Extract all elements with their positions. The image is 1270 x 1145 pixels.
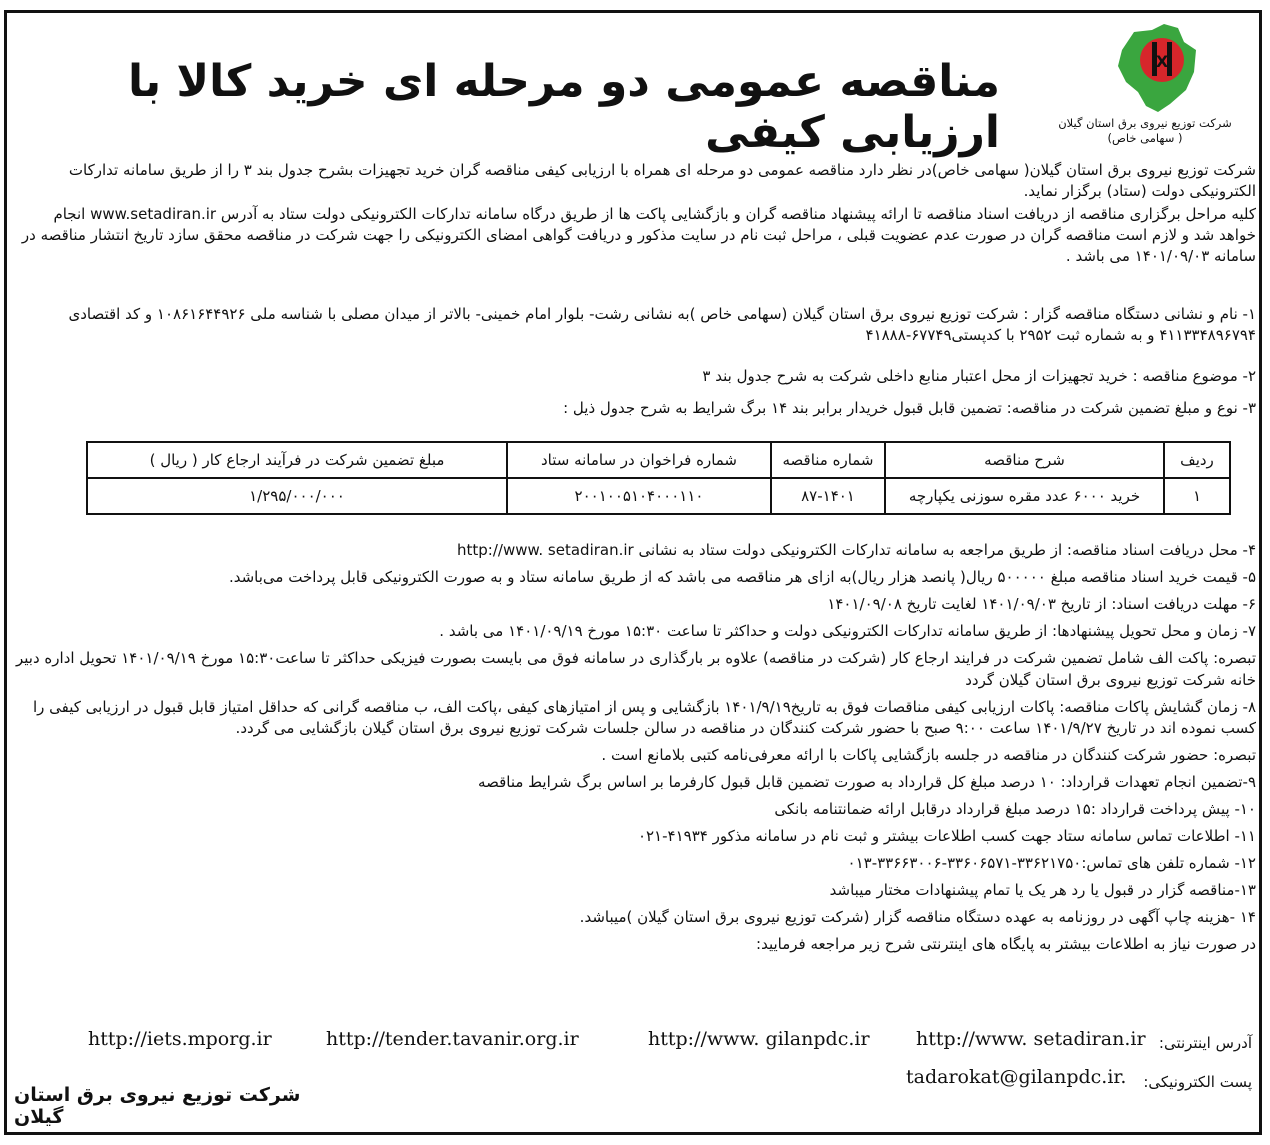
- table-header-row: [87, 442, 1230, 478]
- table-cell: ۱: [1164, 478, 1230, 514]
- tender-table: [86, 441, 1231, 515]
- item-1: ۱- نام و نشانی دستگاه مناقصه گزار : شرکت توزیع نیروی برق استان گیلان (سهامی خاص )به نشانی رشت- بلوار امام خمینی- بالاتر از میدان مصلی با شناسه ملی ۱۰۸۶۱۶۴۴۹۲۶ و کد اقتصادی ۴۱۱۳۳۴۸۹۶۷۹۴ و به شماره ثبت ۲۹۵۲ با کدپستی۶۷۷۴۹-۴۱۸۸۸: [68, 305, 1256, 344]
- footer-signature: شرکت توزیع نیروی برق استان گیلان: [14, 1084, 301, 1128]
- address-label: آدرس اینترنتی:: [1158, 1034, 1252, 1052]
- email-address[interactable]: tadarokat@gilanpdc.ir.: [906, 1066, 1127, 1088]
- table-cell: ۸۷-۱۴۰۱: [771, 478, 885, 514]
- list-item: ۱۴ -هزینه چاپ آگهی در روزنامه به عهده دستگاه مناقصه گزار (شرکت توزیع نیروی برق استان گیلان )میباشد.: [579, 908, 1256, 926]
- page-title: مناقصه عمومی دو مرحله ای خرید کالا با ارزیابی کیفی: [128, 56, 1000, 158]
- list-item: ۱۰- پیش پرداخت قرارداد :۱۵ درصد مبلغ قرارداد درقابل ارائه ضمانتنامه بانکی: [774, 800, 1256, 818]
- logo-caption-line2: ( سهامی خاص): [1107, 131, 1183, 145]
- logo-caption-line1: شرکت توزیع نیروی برق استان گیلان: [1058, 116, 1232, 130]
- list-item: ۴- محل دریافت اسناد مناقصه: از طریق مراجعه به سامانه تدارکات الکترونیکی دولت ستاد به نشانی http://www. setadiran.ir: [457, 541, 1256, 559]
- intro-paragraph-1: شرکت توزیع نیروی برق استان گیلان( سهامی خاص)در نظر دارد مناقصه عمومی دو مرحله ای همراه با ارزیابی کیفی مناقصه گران خرید تجهیزات بشرح جدول بند ۳ را از طریق سامانه تدارکات الکترونیکی دولت (ستاد) برگزار نماید.: [68, 161, 1256, 200]
- conditions-list: [12, 540, 1256, 961]
- list-item: ۱۳-مناقصه گزار در قبول یا رد هر یک یا تمام پیشنهادات مختار میباشد: [829, 881, 1256, 899]
- table-header-cell: شرح مناقصه: [885, 442, 1164, 478]
- list-item: در صورت نیاز به اطلاعات بیشتر به پایگاه های اینترنتی شرح زیر مراجعه فرمایید:: [756, 935, 1256, 953]
- table-cell: خرید ۶۰۰۰ عدد مقره سوزنی یکپارچه: [885, 478, 1164, 514]
- list-item: تبصره: حضور شرکت کنندگان در مناقصه در جلسه بازگشایی پاکات با ارائه معرفی‌نامه کتبی بلامانع است .: [601, 746, 1256, 764]
- table-header-cell: مبلغ تضمین شرکت در فرآیند ارجاع کار ( ریال ): [87, 442, 507, 478]
- link-setadiran[interactable]: http://www. setadiran.ir: [916, 1028, 1146, 1050]
- item-2: ۲- موضوع مناقصه : خرید تجهیزات از محل اعتبار منابع داخلی شرکت به شرح جدول بند ۳: [702, 367, 1256, 385]
- table-cell: ۱/۲۹۵/۰۰۰/۰۰۰: [87, 478, 507, 514]
- logo-caption: [1040, 116, 1250, 146]
- list-item: ۸- زمان گشایش پاکات مناقصه: پاکات ارزیابی کیفی مناقصات فوق به تاریخ۱۴۰۱/۹/۱۹ بازگشایی و پس از امتیازهای کیفی ،پاکت الف، ب مناقصه گرانی که حداقل امتیاز قابل قبول در ارزیابی کیفی را کسب نموده اند در تاریخ ۱۴۰۱/۹/۲۷ ساعت ۹:۰۰ صبح با حضور شرکت کنندگان در مناقصه در سالن جلسات شرکت توزیع نیروی برق استان گیلان بازگشایی می گردد.: [32, 697, 1256, 737]
- link-tavanir[interactable]: http://tender.tavanir.org.ir: [326, 1028, 579, 1050]
- company-logo: [1112, 20, 1202, 116]
- link-gilanpdc[interactable]: http://www. gilanpdc.ir: [648, 1028, 870, 1050]
- list-item: ۱۲- شماره تلفن های تماس:۳۳۶۲۱۷۵۰-۳۳۶۰۶۵۷۱-۳۳۶۶۳۰۰۶-۰۱۳: [847, 854, 1256, 872]
- item-3: ۳- نوع و مبلغ تضمین شرکت در مناقصه: تضمین قابل قبول خریدار برابر بند ۱۴ برگ شرایط به شرح جدول ذیل :: [563, 399, 1256, 417]
- table-header-cell: ردیف: [1164, 442, 1230, 478]
- table-cell: ۲۰۰۱۰۰۵۱۰۴۰۰۰۱۱۰: [507, 478, 771, 514]
- list-item: ۱۱- اطلاعات تماس سامانه ستاد جهت کسب اطلاعات بیشتر و ثبت نام در سامانه مذکور ۴۱۹۳۴-۰۲۱: [637, 827, 1256, 845]
- list-item: ۹-تضمین انجام تعهدات قرارداد: ۱۰ درصد مبلغ کل قرارداد به صورت تضمین قابل قبول کارفرما بر اساس برگ شرایط مناقصه: [478, 773, 1256, 791]
- list-item: تبصره: پاکت الف شامل تضمین شرکت در فرایند ارجاع کار (شرکت در مناقصه) علاوه بر بارگذاری در سامانه فوق می بایست بصورت فیزیکی حداکثر تا ساعت۱۵:۳۰ مورخ ۱۴۰۱/۰۹/۱۹ تحویل اداره دبیر خانه شرکت توزیع نیروی برق استان گیلان گردد: [16, 649, 1256, 689]
- list-item: ۷- زمان و محل تحویل پیشنهادها: از طریق سامانه تدارکات الکترونیکی دولت و حداکثر تا ساعت ۱۵:۳۰ مورخ ۱۴۰۱/۰۹/۱۹ می باشد .: [439, 622, 1256, 640]
- link-mporg[interactable]: http://iets.mporg.ir: [88, 1028, 272, 1050]
- table-row: [87, 478, 1230, 514]
- svg-text:X: X: [1155, 52, 1169, 71]
- list-item: ۵- قیمت خرید اسناد مناقصه مبلغ ۵۰۰۰۰۰ ریال( پانصد هزار ریال)به ازای هر مناقصه می باشد که از طریق سامانه ستاد و به صورت الکترونیکی قابل پرداخت می‌باشد.: [228, 568, 1256, 586]
- list-item: ۶- مهلت دریافت اسناد: از تاریخ ۱۴۰۱/۰۹/۰۳ لغایت تاریخ ۱۴۰۱/۰۹/۰۸: [827, 595, 1256, 613]
- intro-paragraph-2: کلیه مراحل برگزاری مناقصه از دریافت اسناد مناقصه تا ارائه پیشنهاد مناقصه گران و بازگشایی پاکت ها از طریق درگاه سامانه تدارکات الکترونیکی دولت ستاد به آدرس www.setadiran.ir انجام خواهد شد و لازم است مناقصه گران در صورت عدم عضویت قبلی ، مراحل ثبت نام در سایت مذکور و دریافت گواهی امضای الکترونیکی را جهت شرکت در مناقصه محقق سازد تاریخ انتشار مناقصه در سامانه ۱۴۰۱/۰۹/۰۳ می باشد .: [21, 205, 1256, 265]
- table-header-cell: شماره مناقصه: [771, 442, 885, 478]
- table-header-cell: شماره فراخوان در سامانه ستاد: [507, 442, 771, 478]
- email-label: پست الکترونیکی:: [1143, 1073, 1252, 1091]
